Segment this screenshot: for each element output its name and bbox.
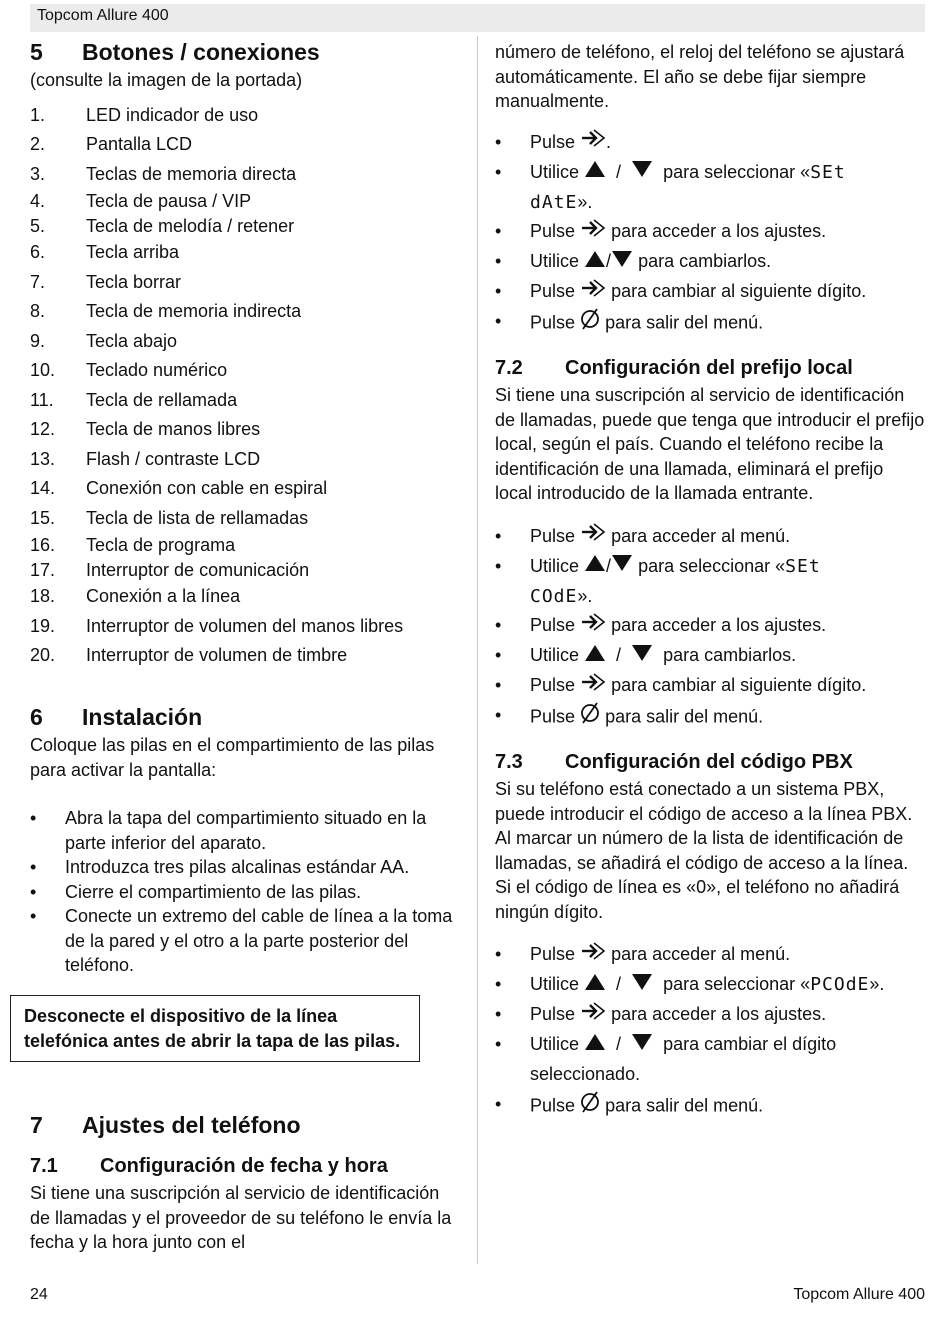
- list-item: 3. Teclas de memoria directa: [30, 163, 297, 184]
- list-item: 6. Tecla arriba: [30, 242, 180, 262]
- list-item: 13. Flash / contraste LCD: [30, 448, 261, 469]
- up-triangle-icon: [584, 971, 606, 1001]
- list-item: • Cierre el compartimiento de las pilas.: [30, 881, 362, 902]
- footer-title: Topcom Allure 400: [793, 1286, 925, 1303]
- list-item: 16. Tecla de programa: [30, 535, 236, 555]
- section-7-1-body: Si tiene una suscripción al servicio de identificación de llamadas y el proveedor de su teléfono le envía la fecha y la hora junto con el: [30, 1183, 452, 1252]
- enter-arrow-icon: [580, 941, 606, 971]
- list-item: 2. Pantalla LCD: [30, 134, 193, 154]
- section-6: [30, 701, 460, 978]
- enter-arrow-icon: [580, 128, 606, 158]
- enter-arrow-icon: [580, 672, 606, 702]
- warning-note-text: Desconecte el dispositivo de la línea telefónica antes de abrir la tapa de las pilas.: [24, 1006, 401, 1051]
- enter-arrow-icon: [580, 278, 606, 308]
- list-item: • Conecte un extremo del cable de línea a la toma de la pared y el otro a la parte posterior del teléfono.: [30, 906, 453, 975]
- section-7-3-body-3: Si el código de línea es «0», el teléfono no añadirá ningún dígito.: [495, 877, 900, 922]
- right-column: [495, 40, 925, 341]
- list-item: 4. Tecla de pausa / VIP: [30, 191, 252, 211]
- list-item: • Introduzca tres pilas alcalinas estándar AA.: [30, 857, 410, 877]
- section-7-3-heading: 7.3 Configuración del código PBX: [495, 751, 853, 773]
- list-item: 9. Tecla abajo: [30, 330, 178, 351]
- list-item: 14. Conexión con cable en espiral: [30, 478, 328, 498]
- section-7-2-body: Si tiene una suscripción al servicio de identificación de llamadas, puede que tenga que introducir el prefijo local, según el país. Cuando el teléfono recibe la identificación de una llamada, eliminará el prefijo local introducido de la llamada entrante.: [495, 385, 925, 503]
- installation-list: [30, 806, 460, 978]
- exit-icon: [580, 1090, 600, 1124]
- section-7-3-body-2: Al marcar un número de la lista de identificación de llamadas, se añadirá el código de acceso a la línea.: [495, 828, 909, 873]
- section-7-1-heading: 7.1 Configuración de fecha y hora: [30, 1155, 388, 1177]
- up-triangle-icon: [584, 158, 606, 188]
- up-triangle-icon: [584, 1031, 606, 1061]
- enter-arrow-icon: [580, 218, 606, 248]
- list-item: 5. Tecla de melodía / retener: [30, 215, 295, 236]
- column-divider: [477, 36, 478, 1264]
- list-item: 15. Tecla de lista de rellamadas: [30, 507, 309, 528]
- down-triangle-icon: [611, 248, 633, 278]
- page-number: 24: [30, 1286, 48, 1303]
- date-steps: • Pulse . • Utilice / para seleccionar «SEt dAtE». • Pulse para acceder a los ajustes. • Utilice / para cambiarlos. • Pulse para cambiar al siguiente dígito. • Pulse para salir del menú.: [495, 128, 925, 341]
- enter-arrow-icon: [580, 1001, 606, 1031]
- list-item: 1. LED indicador de uso: [30, 104, 259, 125]
- list-item: 19. Interruptor de volumen del manos libres: [30, 615, 404, 636]
- prefix-steps: • Pulse para acceder al menú. • Utilice / para seleccionar «SEt COdE». • Pulse para acceder a los ajustes. • Utilice / para cambiarlos. • Pulse para cambiar al siguiente dígito. • Pulse para salir del menú.: [495, 522, 925, 735]
- list-item: 11. Tecla de rellamada: [30, 389, 238, 410]
- section-7-2-heading: 7.2 Configuración del prefijo local: [495, 357, 853, 379]
- down-triangle-icon: [631, 158, 653, 188]
- enter-arrow-icon: [580, 612, 606, 642]
- list-item: • Abra la tapa del compartimiento situado en la parte inferior del aparato.: [30, 808, 427, 853]
- list-item: 12. Tecla de manos libres: [30, 419, 261, 439]
- section-7-3-body-1: Si su teléfono está conectado a un sistema PBX, puede introducir el código de acceso a la línea PBX.: [495, 779, 913, 824]
- up-triangle-icon: [584, 642, 606, 672]
- list-item: 10. Teclado numérico: [30, 360, 228, 380]
- section-5-heading: 5 Botones / conexiones: [30, 39, 320, 65]
- header-title: Topcom Allure 400: [37, 7, 169, 24]
- down-triangle-icon: [631, 1031, 653, 1061]
- list-item: 18. Conexión a la línea: [30, 586, 241, 606]
- list-item: 17. Interruptor de comunicación: [30, 559, 310, 580]
- section-7: [30, 1109, 460, 1255]
- left-column: [30, 36, 460, 671]
- section-7-2: [495, 353, 925, 735]
- warning-note: [10, 995, 420, 1062]
- buttons-list: [30, 101, 460, 671]
- exit-icon: [580, 701, 600, 735]
- section-7-3: [495, 747, 925, 1123]
- down-triangle-icon: [611, 552, 633, 582]
- list-item: 8. Tecla de memoria indirecta: [30, 301, 302, 321]
- section-6-heading: 6 Instalación: [30, 704, 203, 730]
- page-header: [30, 4, 925, 32]
- list-item: 7. Tecla borrar: [30, 271, 182, 292]
- section-7-1-body-cont: número de teléfono, el reloj del teléfono se ajustará automáticamente. El año se debe fijar siempre manualmente.: [495, 42, 905, 111]
- section-5-subtitle: (consulte la imagen de la portada): [30, 70, 303, 90]
- down-triangle-icon: [631, 971, 653, 1001]
- enter-arrow-icon: [580, 522, 606, 552]
- section-6-intro: Coloque las pilas en el compartimiento de las pilas para activar la pantalla:: [30, 735, 435, 780]
- up-triangle-icon: [584, 248, 606, 278]
- down-triangle-icon: [631, 642, 653, 672]
- section-7-heading: 7 Ajustes del teléfono: [30, 1112, 301, 1138]
- pbx-steps: • Pulse para acceder al menú. • Utilice / para seleccionar «PCOdE». • Pulse para acceder a los ajustes. • Utilice / para cambiar el dígito seleccionado. • Pulse para salir del menú.: [495, 940, 925, 1123]
- list-item: 20. Interruptor de volumen de timbre: [30, 645, 348, 665]
- exit-icon: [580, 307, 600, 341]
- up-triangle-icon: [584, 552, 606, 582]
